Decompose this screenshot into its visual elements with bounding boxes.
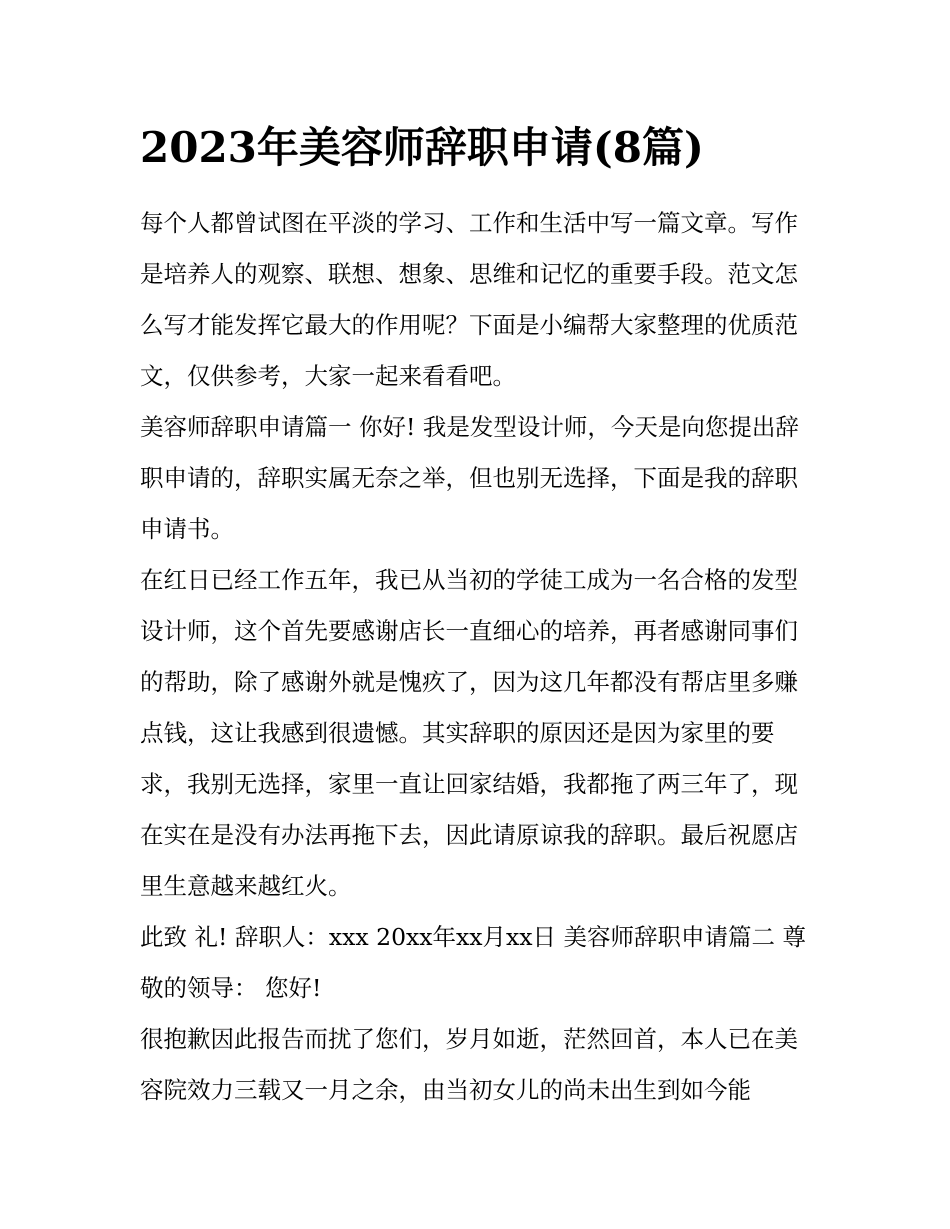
paragraph-letter-two-body: 很抱歉因此报告而扰了您们，岁月如逝，茫然回首，本人已在美容院效力三载又一月之余，由当初女儿的尚未出生到如今能: [140, 1025, 798, 1104]
paragraph-letter-one-body: 在红日已经工作五年，我已从当初的学徒工成为一名合格的发型设计师，这个首先要感谢店长一直细心的培养，再者感谢同事们的帮助，除了感谢外就是愧疚了，因为这几年都没有帮店里多赚点钱，这让我感到很遗憾。其实辞职的原因还是因为家里的要求，我别无选择，家里一直让回家结婚，我都拖了两三年了，现在实在是没有办法再拖下去，因此请原谅我的辞职。最后祝愿店里生意越来越红火。: [140, 566, 798, 900]
paragraph-letter-one-closing: 此致 礼! 辞职人：xxx 20xx年xx月xx日 美容师辞职申请篇二 尊敬的领导： 您好!: [140, 923, 806, 1002]
paragraph-intro: 每个人都曾试图在平淡的学习、工作和生活中写一篇文章。写作是培养人的观察、联想、想象、思维和记忆的重要手段。范文怎么写才能发挥它最大的作用呢？下面是小编帮大家整理的优质范文，仅供参考，大家一起来看看吧。: [140, 209, 798, 390]
paragraph-letter-one-opening: 美容师辞职申请篇一 你好! 我是发型设计师，今天是向您提出辞职申请的，辞职实属无奈之举，但也别无选择，下面是我的辞职申请书。: [140, 413, 799, 543]
document-body: [140, 198, 812, 1116]
document-title: 2023年美容师辞职申请(8篇): [140, 123, 704, 172]
